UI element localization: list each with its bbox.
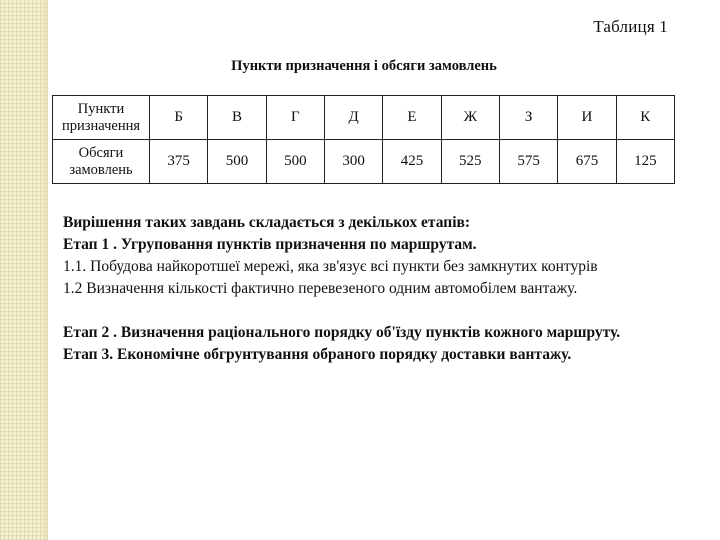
table-row-volumes	[53, 140, 675, 184]
decorative-stripe-edge	[46, 0, 48, 540]
volume-cell: 375	[150, 140, 208, 184]
volume-cell: 500	[208, 140, 266, 184]
decorative-side-stripe	[0, 0, 46, 540]
destination-cell: Ж	[441, 96, 499, 140]
volume-cell: 575	[499, 140, 557, 184]
row-header-volumes: Обсяги замовлень	[53, 140, 150, 184]
paragraph-spacer	[63, 300, 685, 322]
stage-1-heading: Етап 1 . Угруповання пунктів призначення по маршрутам.	[63, 236, 477, 253]
volume-cell: 300	[324, 140, 382, 184]
body-text	[63, 212, 685, 366]
stage-2-heading: Етап 2 . Визначення раціонального порядку об'їзду пунктів кожного маршруту.	[63, 324, 621, 341]
row-header-destinations: Пункти призначення	[53, 96, 150, 140]
volume-cell: 500	[266, 140, 324, 184]
destination-cell: В	[208, 96, 266, 140]
table-row-destinations	[53, 96, 675, 140]
orders-table	[52, 95, 675, 184]
volume-cell: 525	[441, 140, 499, 184]
volume-cell: 675	[558, 140, 616, 184]
step-1-2-text: 1.2 Визначення кількості фактично перевезеного одним автомобілем вантажу.	[63, 280, 578, 297]
volume-cell: 425	[383, 140, 441, 184]
table-caption: Пункти призначення і обсяги замовлень	[231, 58, 497, 74]
stage-3-heading: Етап 3. Економічне обгрунтування обраного порядку доставки вантажу.	[63, 346, 572, 363]
destination-cell: Г	[266, 96, 324, 140]
step-1-1-text: 1.1. Побудова найкоротшеї мережі, яка зв'язує всі пункти без замкнутих контурів	[63, 258, 598, 275]
destination-cell: Б	[150, 96, 208, 140]
volume-cell: 125	[616, 140, 674, 184]
destination-cell: Е	[383, 96, 441, 140]
destination-cell: К	[616, 96, 674, 140]
destination-cell: И	[558, 96, 616, 140]
intro-text: Вирішення таких завдань складається з декількох етапів:	[63, 214, 471, 231]
table-number: Таблиця 1	[593, 17, 668, 36]
destination-cell: Д	[324, 96, 382, 140]
destination-cell: З	[499, 96, 557, 140]
